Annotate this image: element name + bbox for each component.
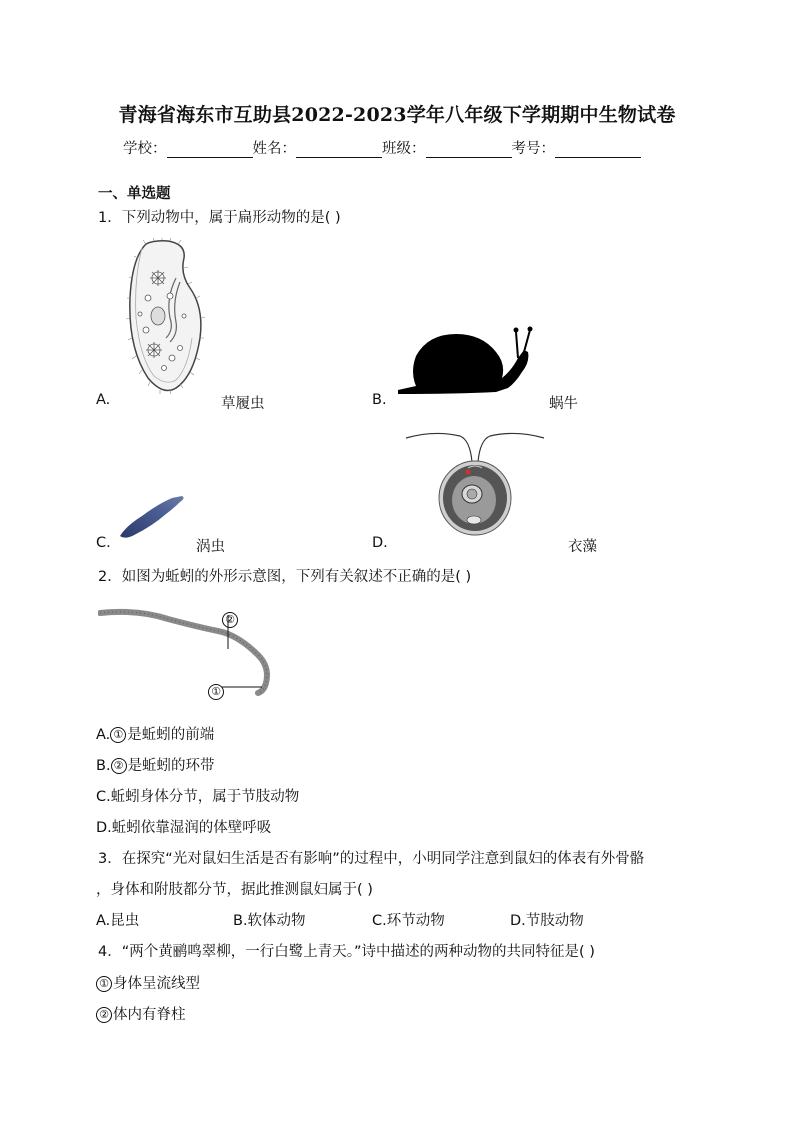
q2-option-d[interactable]: D.蚯蚓依靠湿润的体壁呼吸 <box>96 820 272 836</box>
circled-number: ① <box>110 727 126 743</box>
paramecium-image <box>118 238 213 398</box>
q3-option-a[interactable]: A.昆虫 <box>96 913 140 929</box>
q4-item-1: ① 身体呈流线型 <box>96 972 200 993</box>
question-4-stem: 4．“两个黄鹂鸣翠柳，一行白鹭上青天。”诗中描述的两种动物的共同特征是( ) <box>98 944 595 960</box>
circled-number: ② <box>96 1007 112 1023</box>
chlamydomonas-image <box>404 428 546 536</box>
circled-number: ② <box>111 758 127 774</box>
q1-option-a-name: 草履虫 <box>221 396 265 412</box>
planarian-image <box>118 492 188 540</box>
q2-option-a[interactable]: A. ① 是蚯蚓的前端 <box>96 727 215 743</box>
question-1-stem: 1．下列动物中，属于扁形动物的是( ) <box>98 210 341 226</box>
q2-option-c[interactable]: C.蚯蚓身体分节，属于节肢动物 <box>96 789 300 805</box>
q1-option-d-letter[interactable]: D. <box>372 535 388 551</box>
q1-option-b-letter[interactable]: B. <box>372 392 387 408</box>
earthworm-figure <box>98 605 278 701</box>
exam-number-label: 考号： <box>511 141 555 157</box>
snail-image <box>396 324 540 396</box>
circled-number: ① <box>96 976 112 992</box>
page-title: 青海省海东市互助县2022-2023学年八年级下学期期中生物试卷 <box>118 104 676 126</box>
name-blank[interactable] <box>296 143 382 158</box>
class-label: 班级： <box>382 141 426 157</box>
figure-label-2: ② <box>222 609 239 628</box>
figure-label-1: ① <box>208 681 225 700</box>
school-blank[interactable] <box>167 143 253 158</box>
q1-option-c-letter[interactable]: C. <box>96 535 111 551</box>
question-3-stem-line1: 3．在探究“光对鼠妇生活是否有影响”的过程中，小明同学注意到鼠妇的体表有外骨骼 <box>98 851 645 867</box>
class-blank[interactable] <box>426 143 512 158</box>
name-label: 姓名： <box>252 141 296 157</box>
section-title: 一、单选题 <box>98 186 171 202</box>
student-info-line <box>123 137 641 158</box>
q3-option-d[interactable]: D.节肢动物 <box>510 913 584 929</box>
q2-option-b[interactable]: B. ② 是蚯蚓的环带 <box>96 758 215 774</box>
school-label: 学校： <box>123 141 167 157</box>
q1-option-d-name: 衣藻 <box>568 539 597 555</box>
q4-item-2: ② 体内有脊柱 <box>96 1003 186 1024</box>
q3-option-b[interactable]: B.软体动物 <box>233 913 306 929</box>
q1-option-c-name: 涡虫 <box>196 539 225 555</box>
q1-option-b-name: 蜗牛 <box>549 396 578 412</box>
exam-number-blank[interactable] <box>555 143 641 158</box>
q1-option-a-letter[interactable]: A. <box>96 392 111 408</box>
question-2-stem: 2．如图为蚯蚓的外形示意图，下列有关叙述不正确的是( ) <box>98 569 472 585</box>
question-3-stem-line2: ，身体和附肢都分节，据此推测鼠妇属于( ) <box>96 882 373 898</box>
q3-option-c[interactable]: C.环节动物 <box>372 913 445 929</box>
